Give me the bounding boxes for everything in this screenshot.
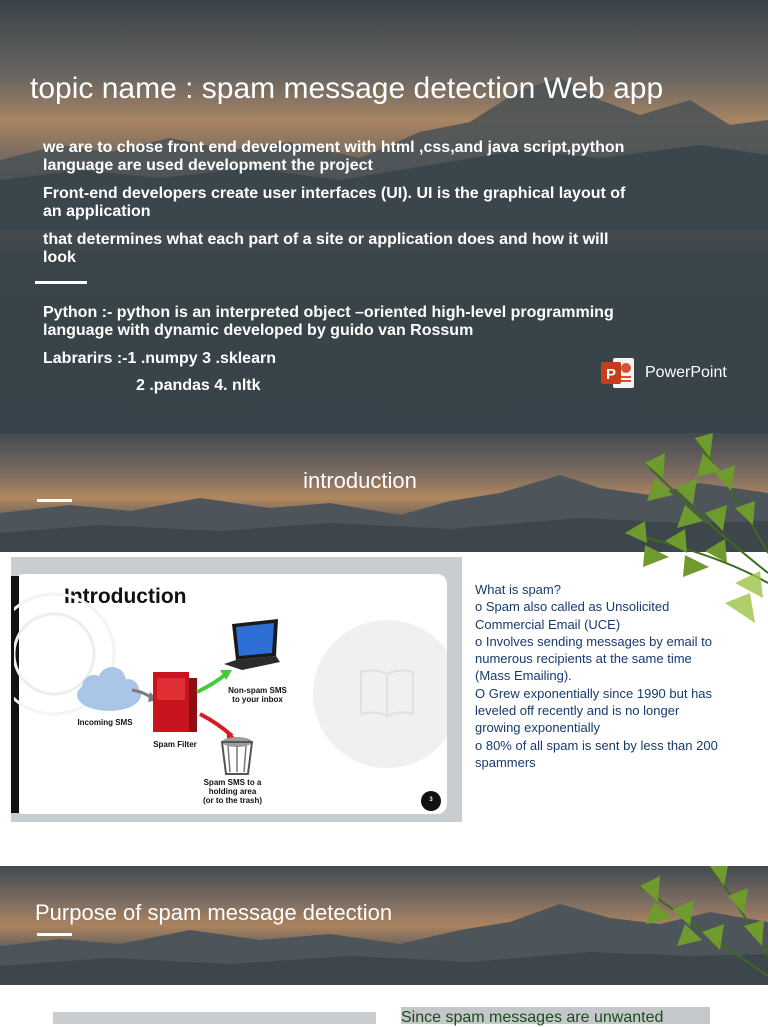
palm-leaf-icon (585, 433, 768, 633)
paragraph-frontend (43, 139, 693, 175)
text-line: that determines what each part of a site or application does and how it will (43, 231, 609, 248)
text-line: O Grew exponentially since 1990 but has (475, 685, 713, 701)
palm-leaf-icon (590, 866, 768, 986)
libraries-line-2: 2 .pandas 4. nltk (136, 377, 261, 394)
text-line: What is spam? (475, 582, 561, 597)
slide-title: topic name : spam message detection Web app (30, 72, 664, 105)
section-title-introduction: introduction (303, 468, 417, 493)
text-line: an application (43, 203, 151, 220)
label-line: to your inbox (232, 695, 283, 704)
text-line: Python :- python is an interpreted object –oriented high-level programming (43, 304, 614, 321)
label-line: Non-spam SMS (228, 686, 287, 695)
label-spam-filter: Spam Filter (153, 740, 197, 749)
figure-heading: Introduction (64, 585, 187, 608)
paragraph-ui (43, 185, 693, 221)
divider-rule (37, 933, 72, 936)
trash-bin-icon (222, 737, 252, 774)
text-line: Front-end developers create user interfaces (UI). UI is the graphical layout of (43, 185, 626, 202)
text-line: language with dynamic developed by guido van Rossum (43, 322, 474, 339)
purpose-partial-text: Since spam messages are unwanted (401, 1009, 664, 1026)
label-line: Spam SMS to a (203, 778, 262, 787)
text-line: language are used development the project (43, 157, 373, 174)
label-spam (190, 778, 275, 805)
text-line: leveled off recently and is no longer (475, 703, 680, 719)
decor-circle-large (313, 620, 447, 768)
text-line: o Involves sending messages by email to (475, 633, 713, 649)
page-number: 3 (429, 797, 433, 803)
divider-rule (35, 281, 87, 284)
section-title-purpose: Purpose of spam message detection (35, 900, 393, 925)
divider-rule (37, 499, 72, 502)
libraries-line-1: Labrarirs :-1 .numpy 3 .sklearn (43, 350, 276, 367)
spam-filter-icon (153, 672, 197, 732)
label-incoming-sms: Incoming SMS (77, 718, 133, 727)
svg-text:P: P (605, 366, 617, 383)
laptop-icon (224, 619, 280, 670)
powerpoint-logo-icon (600, 356, 636, 390)
text-line: o Spam also called as Unsolicited (475, 599, 670, 615)
label-line: holding area (208, 787, 257, 796)
label-line: (or to the trash) (202, 796, 263, 805)
decor-circle (14, 614, 94, 694)
text-line: growing exponentially (475, 720, 601, 736)
text-line: o 80% of all spam is sent by less than 200 (475, 737, 718, 753)
slide-title-topic (0, 0, 768, 433)
purpose-figure-frame (53, 1012, 376, 1024)
text-line: Commercial Email (UCE) (475, 616, 621, 632)
cloud-icon (77, 667, 141, 711)
text-line: (Mass Emailing). (475, 668, 572, 684)
label-nonspam (220, 686, 295, 704)
powerpoint-label: PowerPoint (645, 364, 727, 381)
paragraph-python (43, 304, 693, 340)
text-line: spammers (475, 754, 536, 770)
text-line: numerous recipients at the same time (475, 651, 692, 667)
text-line: we are to chose front end development with html ,css,and java script,python (43, 139, 625, 156)
paragraph-determines (43, 231, 693, 267)
text-line: look (43, 249, 76, 266)
